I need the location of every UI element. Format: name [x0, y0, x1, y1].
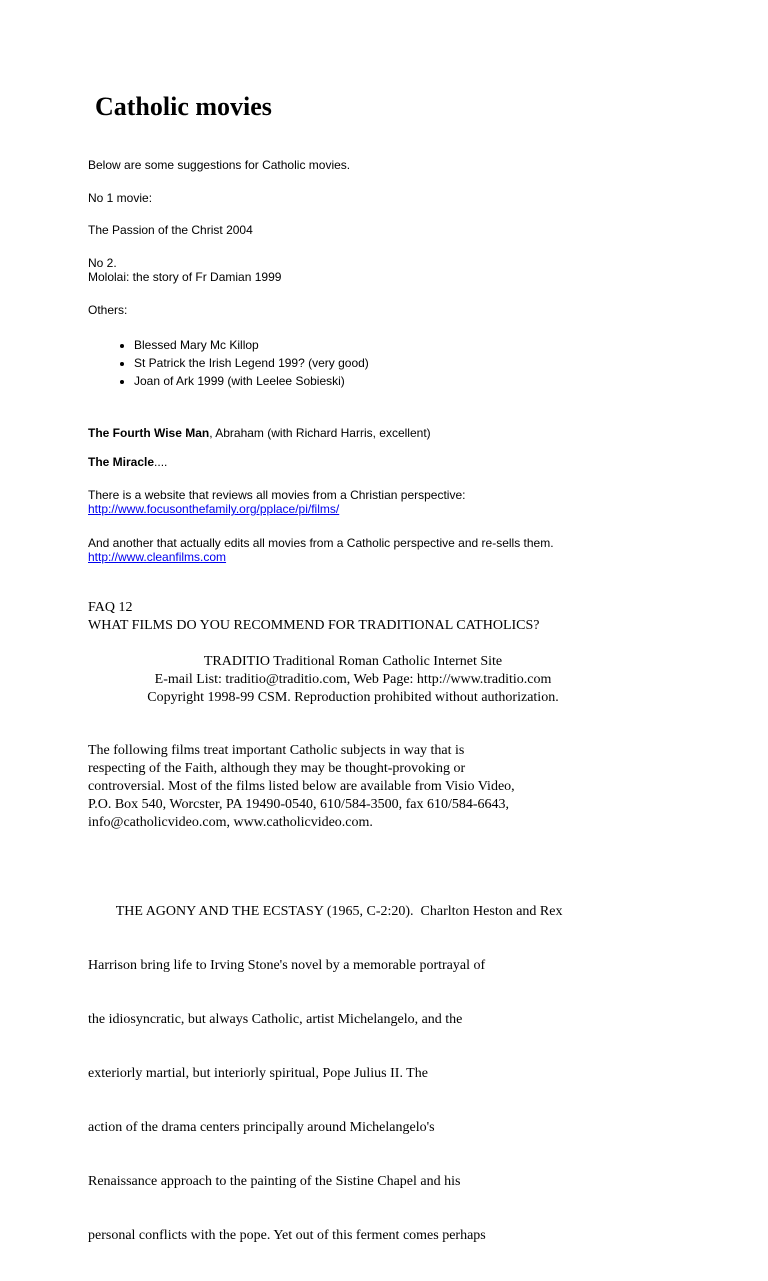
paragraph-line: the idiosyncratic, but always Catholic, artist Michelangelo, and the	[88, 1012, 463, 1027]
paragraph-line: personal conflicts with the pope. Yet out of this ferment comes perhaps	[88, 1228, 486, 1243]
cleanfilms-link[interactable]: http://www.cleanfilms.com	[88, 550, 227, 564]
others-list	[88, 336, 369, 390]
paragraph-line: info@catholicvideo.com, www.catholicvideo.com.	[88, 815, 373, 830]
no2-label: No 2.	[88, 256, 117, 270]
paragraph-line: Renaissance approach to the painting of the Sistine Chapel and his	[88, 1174, 461, 1189]
agony-ecstasy-paragraph	[88, 867, 562, 1281]
fourth-wise-man-entry	[88, 425, 431, 441]
no2-movie: Mololai: the story of Fr Damian 1999	[88, 270, 282, 284]
traditio-header-line: Copyright 1998-99 CSM. Reproduction prohibited without authorization.	[147, 690, 559, 705]
fourth-wise-man-note: , Abraham (with Richard Harris, excellent)	[209, 426, 431, 440]
paragraph-line: The following films treat important Catholic subjects in way that is	[88, 743, 465, 758]
fourth-wise-man-title: The Fourth Wise Man	[88, 426, 210, 440]
paragraph-line: THE AGONY AND THE ECSTASY (1965, C-2:20). Charlton Heston and Rex	[88, 904, 563, 919]
traditio-header	[88, 653, 618, 707]
miracle-entry	[88, 454, 167, 470]
miracle-note: ....	[154, 455, 168, 469]
page-title: Catholic movies	[95, 92, 272, 121]
website1-text: There is a website that reviews all movies from a Christian perspective:	[88, 488, 466, 502]
paragraph-line: exteriorly martial, but interiorly spiritual, Pope Julius II. The	[88, 1066, 428, 1081]
list-item: • Joan of Ark 1999 (with Leelee Sobieski)	[134, 372, 369, 390]
focusonthefamily-link[interactable]: http://www.focusonthefamily.org/pplace/pi/films/	[88, 502, 340, 516]
no1-label: No 1 movie:	[88, 191, 153, 205]
traditio-header-line: E-mail List: traditio@traditio.com, Web Page: http://www.traditio.com	[154, 672, 552, 687]
paragraph-line: controversial. Most of the films listed below are available from Visio Video,	[88, 779, 515, 794]
paragraph-line: respecting of the Faith, although they may be thought-provoking or	[88, 761, 466, 776]
intro-text: Below are some suggestions for Catholic movies.	[88, 158, 351, 172]
faq-question: WHAT FILMS DO YOU RECOMMEND FOR TRADITIONAL CATHOLICS?	[88, 618, 540, 633]
list-item: • Blessed Mary Mc Killop	[134, 336, 369, 354]
website2-text: And another that actually edits all movies from a Catholic perspective and re-sells them.	[88, 536, 554, 550]
paragraph-line: action of the drama centers principally around Michelangelo's	[88, 1120, 435, 1135]
paragraph-line: P.O. Box 540, Worcster, PA 19490-0540, 610/584-3500, fax 610/584-6643,	[88, 797, 510, 812]
miracle-title: The Miracle	[88, 455, 155, 469]
others-label: Others:	[88, 303, 128, 317]
intro-paragraph	[88, 742, 515, 832]
paragraph-line: Harrison bring life to Irving Stone's novel by a memorable portrayal of	[88, 958, 486, 973]
faq-number: FAQ 12	[88, 600, 133, 615]
list-item: • St Patrick the Irish Legend 199? (very good)	[134, 354, 369, 372]
traditio-header-line: TRADITIO Traditional Roman Catholic Internet Site	[203, 654, 503, 669]
no1-movie: The Passion of the Christ 2004	[88, 223, 253, 237]
